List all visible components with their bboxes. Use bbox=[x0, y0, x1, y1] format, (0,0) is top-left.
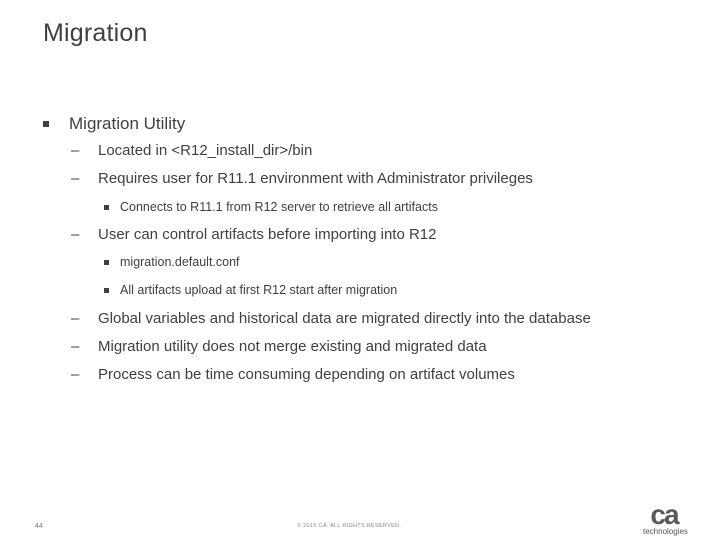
list-item-text: Located in <R12_install_dir>/bin bbox=[98, 142, 313, 159]
list-item bbox=[71, 170, 533, 187]
dash-bullet-icon: – bbox=[71, 226, 80, 243]
list-item-text: Migration utility does not merge existing and migrated data bbox=[98, 338, 487, 355]
list-item bbox=[71, 366, 515, 383]
square-bullet-icon bbox=[43, 121, 49, 127]
sub-list-item bbox=[104, 200, 438, 214]
list-item bbox=[71, 226, 437, 243]
slide-title: Migration bbox=[43, 19, 148, 47]
copyright-text: © 2015 CA. ALL RIGHTS RESERVED. bbox=[297, 523, 402, 529]
main-bullet bbox=[43, 114, 185, 134]
list-item-text: User can control artifacts before importing into R12 bbox=[98, 226, 437, 243]
dash-bullet-icon: – bbox=[71, 338, 80, 355]
list-item-text: Process can be time consuming depending on artifact volumes bbox=[98, 366, 515, 383]
square-bullet-icon bbox=[104, 288, 109, 293]
sub-list-item-text: migration.default.conf bbox=[120, 255, 240, 269]
square-bullet-icon bbox=[104, 205, 109, 210]
main-bullet-text: Migration Utility bbox=[69, 114, 186, 133]
logo-subtitle: technologies bbox=[643, 527, 688, 536]
sub-list-item-text: Connects to R11.1 from R12 server to retrieve all artifacts bbox=[120, 200, 438, 214]
logo-mark: ca bbox=[650, 499, 678, 530]
dash-bullet-icon: – bbox=[71, 366, 80, 383]
list-item bbox=[71, 142, 312, 159]
list-item-text: Requires user for R11.1 environment with Administrator privileges bbox=[98, 170, 533, 187]
dash-bullet-icon: – bbox=[71, 170, 80, 187]
dash-bullet-icon: – bbox=[71, 142, 80, 159]
list-item bbox=[71, 338, 487, 355]
square-bullet-icon bbox=[104, 260, 109, 265]
sub-list-item bbox=[104, 255, 240, 269]
dash-bullet-icon: – bbox=[71, 310, 80, 327]
sub-list-item bbox=[104, 283, 397, 297]
sub-list-item-text: All artifacts upload at first R12 start after migration bbox=[120, 283, 398, 297]
list-item-text: Global variables and historical data are migrated directly into the database bbox=[98, 310, 591, 327]
list-item bbox=[71, 310, 591, 327]
page-number: 44 bbox=[35, 523, 43, 530]
